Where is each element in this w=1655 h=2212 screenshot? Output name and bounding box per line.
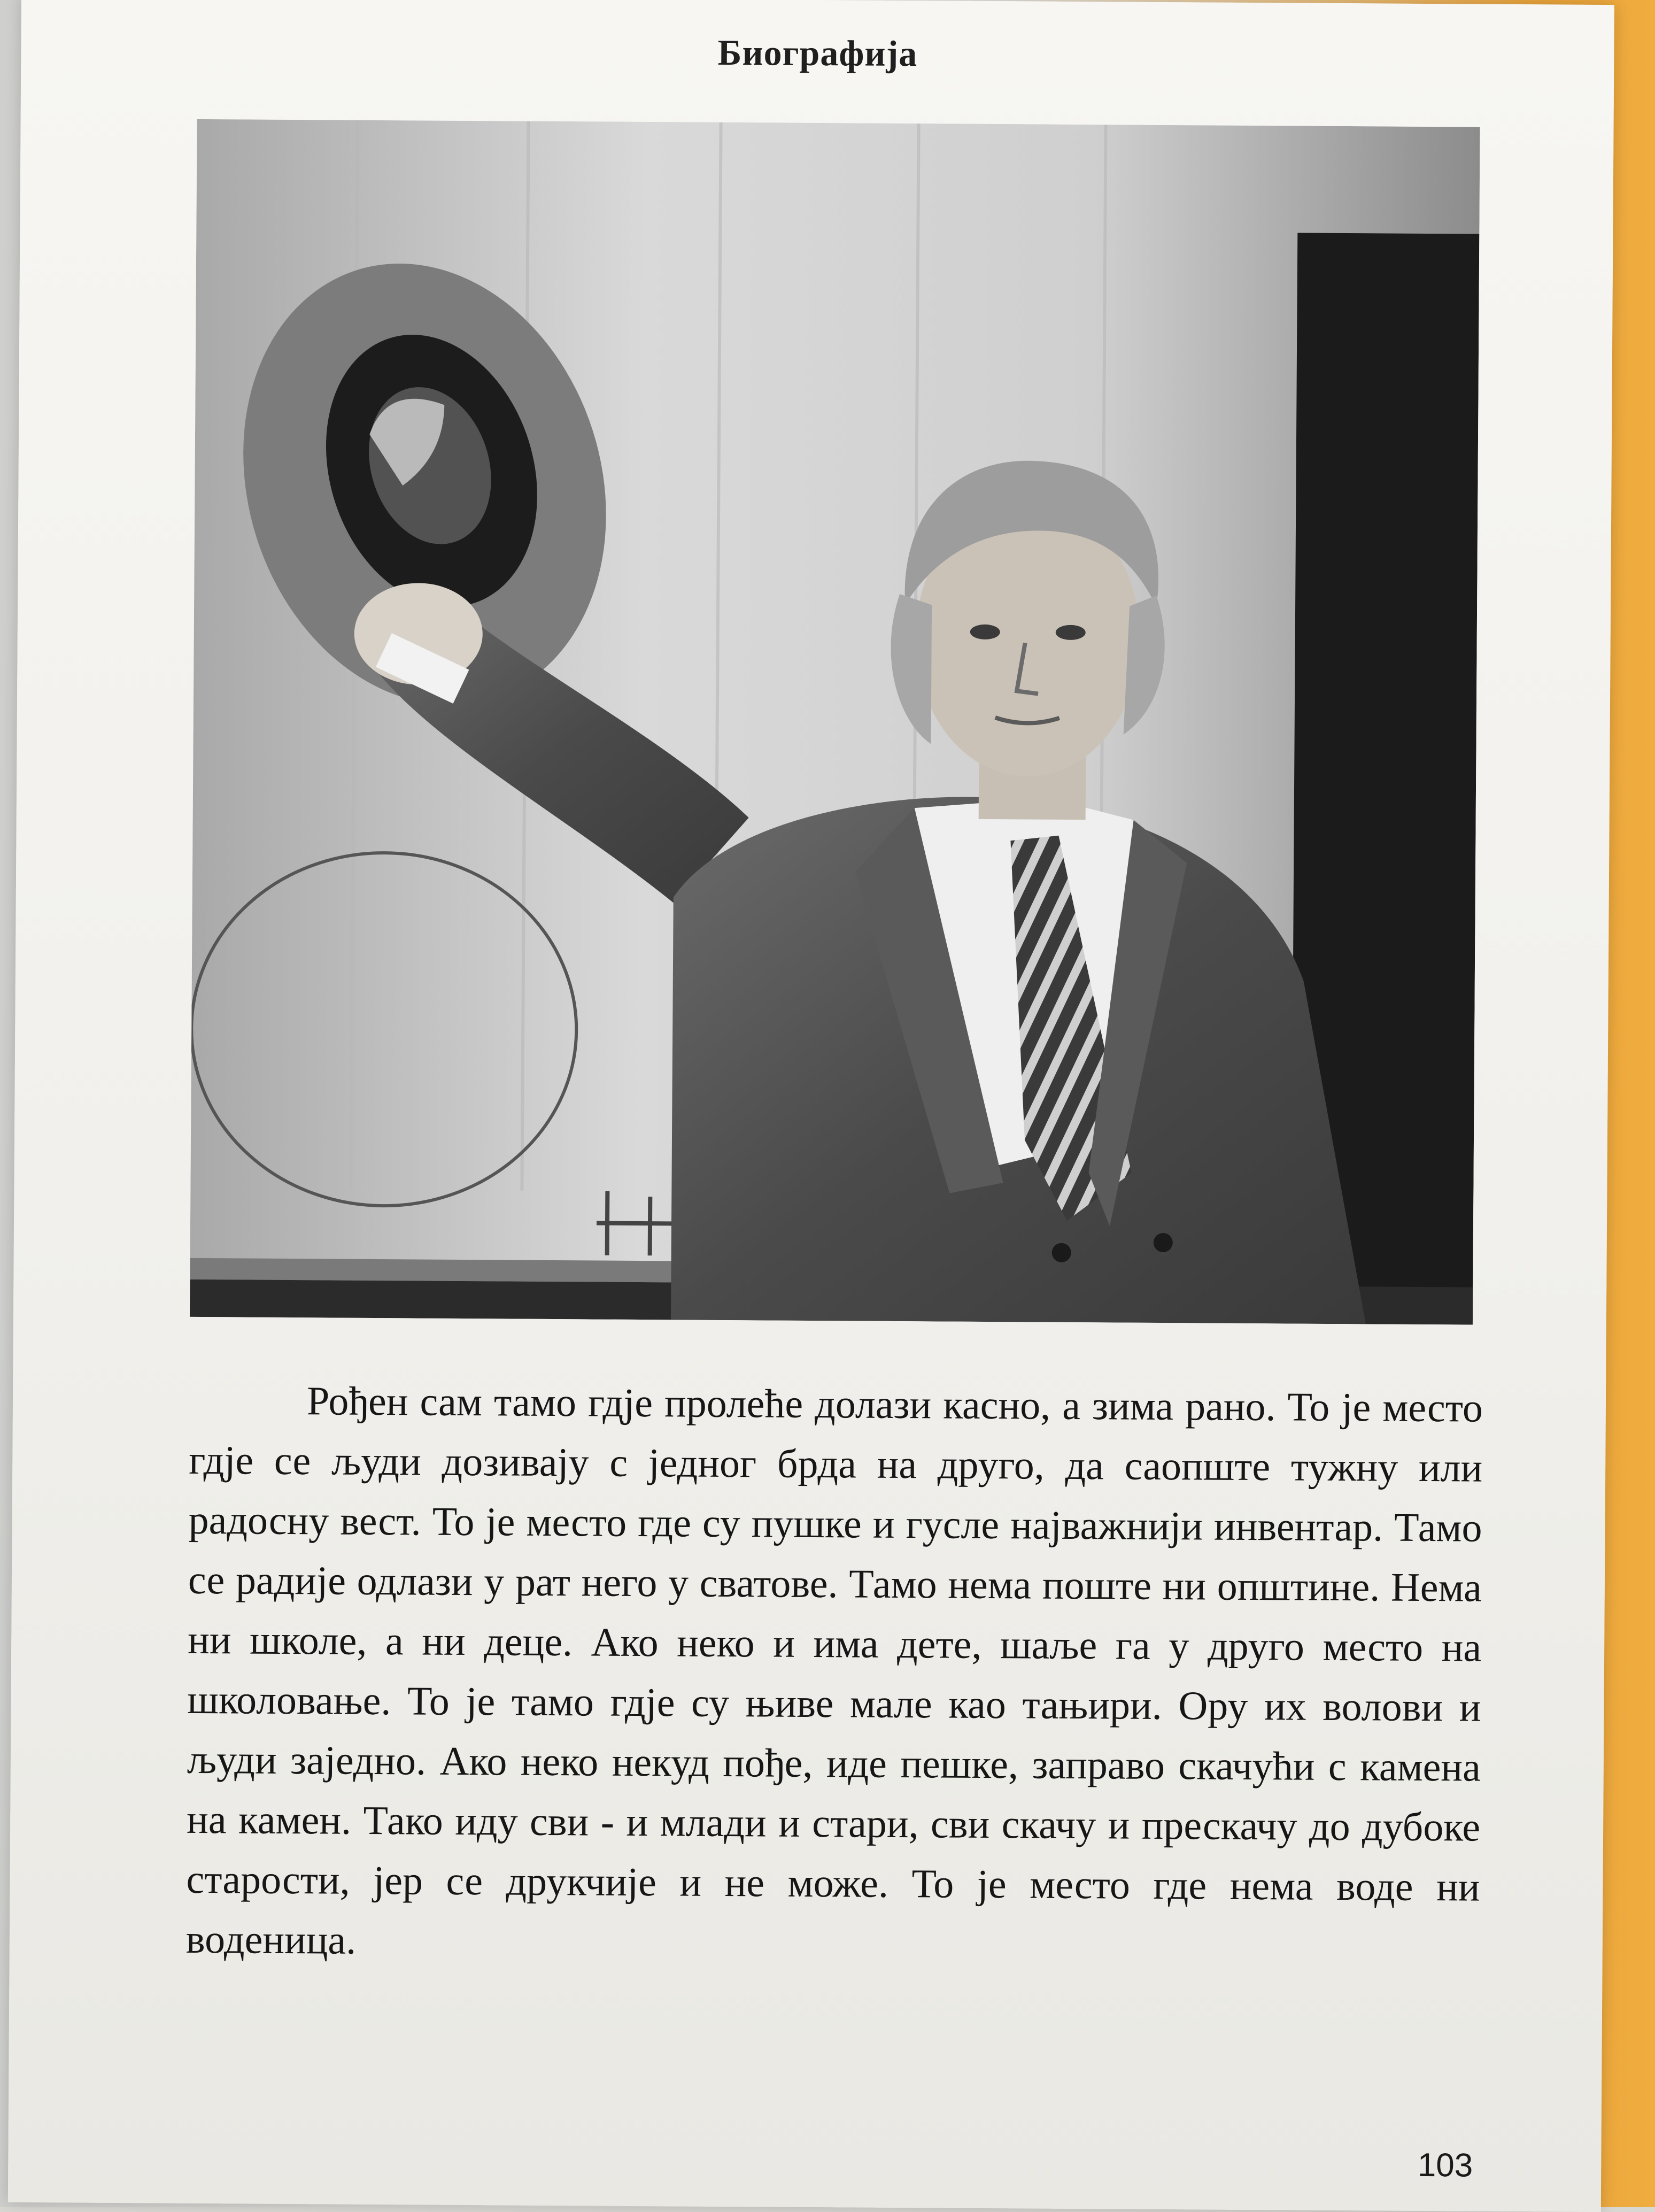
running-head: Биографија: [717, 32, 918, 74]
page-number: 103: [1417, 2146, 1473, 2184]
portrait-photo: [190, 119, 1480, 1325]
body-paragraph: Рођен сам тамо гдје пролеће долази касно, а зима рано. То је место гдје се људи дозивају с једног брда на друго, да саопште тужну или радосну вест. То је место где су пушке и гусле најважнији инвентар. Тамо се радије одлази у рат него у сватове. Тамо нема поште ни општине. Нема ни школе, а ни деце. Ако неко и има дете, шаље га у друго место на школовање. То је тамо гдје су њиве мале као тањири. Ору их волови и људи заједно. Ако неко некуд пође, иде пешке, заправо скачући с камена на камен. Тако иду сви - и млади и стари, сви скачу и прескачу до дубоке старости, јер се друкчије и не може. То је место где нема воде ни воденица.: [185, 1378, 1483, 1963]
book-page: [8, 0, 1614, 2212]
portrait-photo-icon: [190, 119, 1480, 1325]
